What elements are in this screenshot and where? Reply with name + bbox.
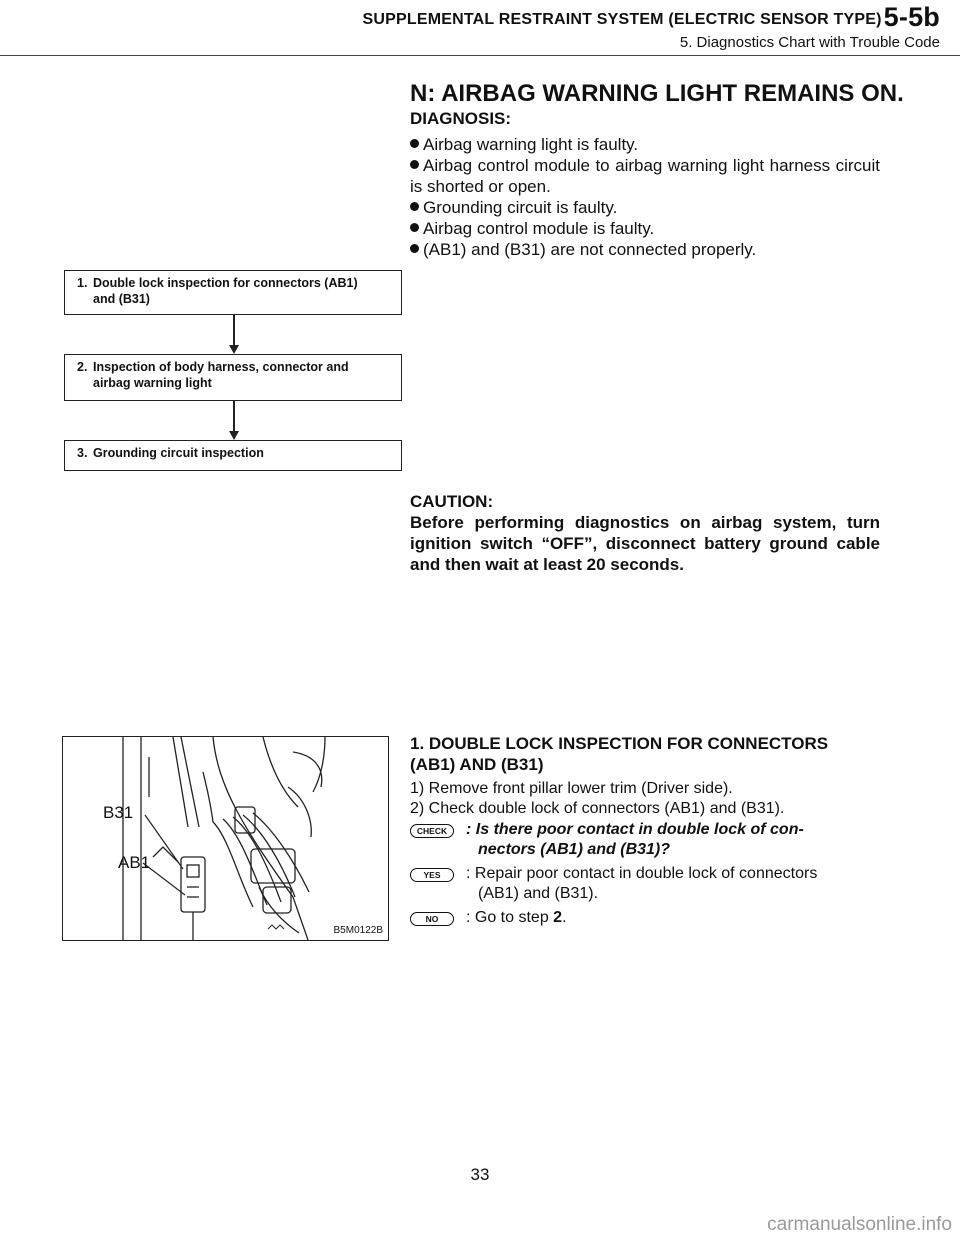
check-badge-icon: CHECK [410,824,454,838]
page-title: N: AIRBAG WARNING LIGHT REMAINS ON. [410,80,904,107]
diagnosis-item: (AB1) and (B31) are not connected properly. [410,239,880,260]
check-question: : Is there poor contact in double lock of con- nectors (AB1) and (B31)? [466,821,804,858]
diagnosis-item: Airbag control module to airbag warning light harness circuit is shorted or open. [410,156,880,196]
bullet-icon [410,244,419,253]
diagnosis-heading: DIAGNOSIS: [410,109,512,128]
header-divider [0,55,960,56]
page-number: 33 [470,1165,490,1184]
bullet-icon [410,139,419,148]
no-answer: : Go to step 2. [466,909,567,926]
go-to-step-link[interactable]: 2 [553,909,563,926]
flowchart-connector [233,315,235,346]
callout-ab1: AB1 [118,853,151,872]
harness-drawing [63,737,388,940]
bullet-icon [410,223,419,232]
step-1-title: 1. DOUBLE LOCK INSPECTION FOR CONNECTORS (AB1) AND (B31) [410,734,829,774]
section-number: 5-5b [883,2,940,32]
section-subtitle: 5. Diagnostics Chart with Trouble Code [679,34,940,51]
figure-code: B5M0122B [333,925,383,936]
diagnosis-item: Grounding circuit is faulty. [410,197,880,218]
yes-badge-icon: YES [410,868,454,882]
no-badge-icon: NO [410,912,454,926]
caution-heading: CAUTION: [410,492,494,511]
flowchart-step-1: 1. Double lock inspection for connectors (AB1) and (B31) [64,270,402,315]
flowchart-step-2: 2. Inspection of body harness, connector and airbag warning light [64,354,402,401]
bullet-icon [410,160,419,169]
flowchart-step-3: 3. Grounding circuit inspection [64,440,402,471]
diagnosis-list [410,134,880,260]
flowchart-connector [233,401,235,432]
footer-watermark: carmanualsonline.info [767,1214,952,1235]
caution-block [410,491,880,575]
caution-text: Before performing diagnostics on airbag system, turn ignition switch “OFF”, disconnect battery ground cable and then wait at least 20 seconds. [410,513,880,574]
bullet-icon [410,202,419,211]
section-title-text: SUPPLEMENTAL RESTRAINT SYSTEM (ELECTRIC SENSOR TYPE) [362,11,882,28]
diagnosis-item: Airbag control module is faulty. [410,218,880,239]
diagnosis-item: Airbag warning light is faulty. [410,134,880,155]
callout-b31: B31 [103,803,134,822]
yes-answer: : Repair poor contact in double lock of connectors (AB1) and (B31). [466,865,818,902]
connector-illustration [62,736,389,941]
step-instruction: 1) Remove front pillar lower trim (Driver side). [410,780,733,797]
step-instruction: 2) Check double lock of connectors (AB1) and (B31). [410,800,785,817]
arrow-down-icon [229,431,239,440]
arrow-down-icon [229,345,239,354]
section-title [362,2,940,33]
